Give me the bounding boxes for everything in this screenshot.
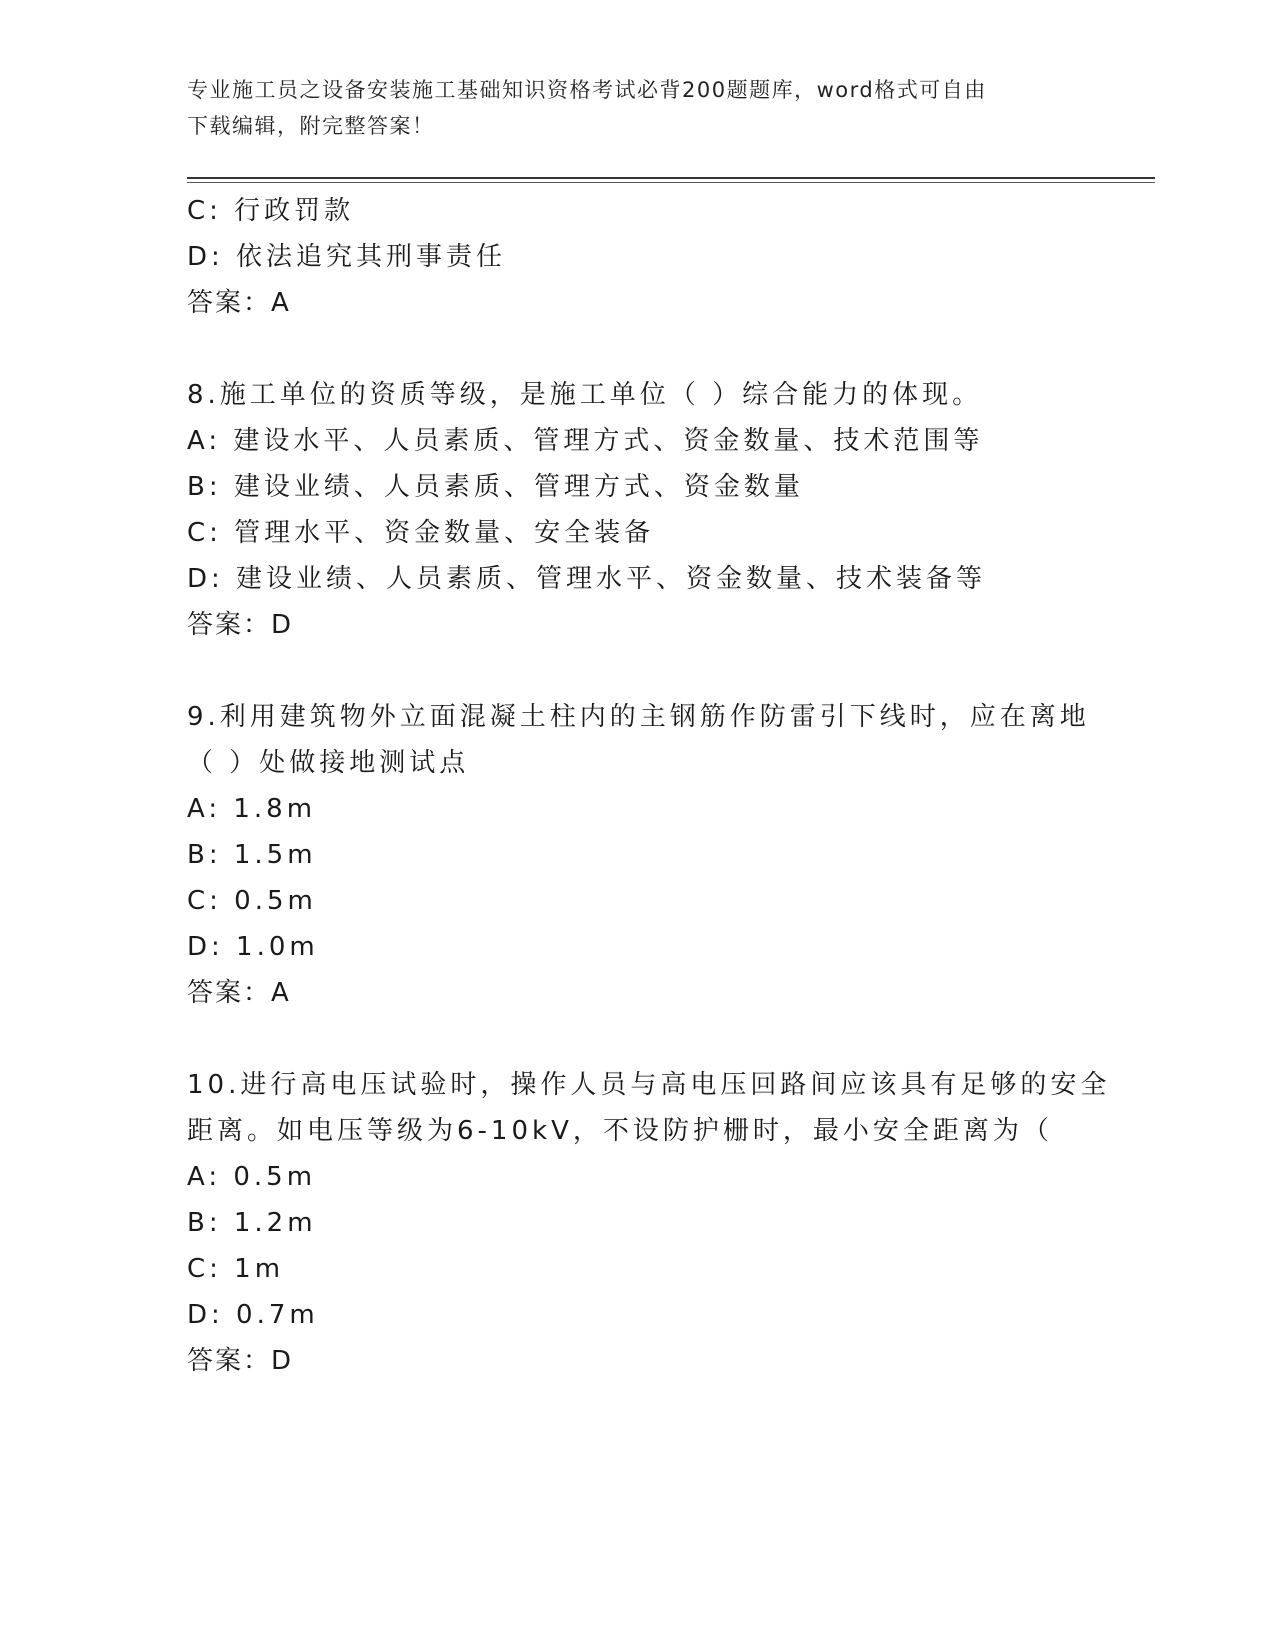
question-7-remainder [187,188,1087,326]
option-d: D: 0.7m [187,1300,319,1330]
question-stem: 8.施工单位的资质等级，是施工单位（ ）综合能力的体现。 [187,380,983,410]
option-a: A: 建设水平、人员素质、管理方式、资金数量、技术范围等 [187,426,984,456]
option-a: A: 0.5m [187,1162,317,1192]
option-b: B: 建设业绩、人员素质、管理方式、资金数量 [187,472,804,502]
answer: 答案：D [187,610,294,640]
option-c: C: 1m [187,1254,285,1284]
question-stem-line-2: 距离。如电压等级为6-10kV，不设防护栅时，最小安全距离为（ [187,1116,1053,1146]
answer: 答案：A [187,288,291,318]
option-b: B: 1.2m [187,1208,317,1238]
spacer [187,648,1087,694]
question-stem-line-2: （ ）处做接地测试点 [187,748,470,778]
document-header [187,72,1087,144]
header-line-2: 下载编辑，附完整答案！ [187,114,435,138]
option-c: C: 行政罚款 [187,196,355,226]
header-divider-thick [187,177,1155,179]
question-9 [187,694,1090,1016]
spacer [187,326,1087,372]
option-c: C: 0.5m [187,886,317,916]
header-divider-thin [187,182,1155,183]
question-10 [187,1062,1111,1384]
answer: 答案：D [187,1346,294,1376]
option-b: B: 1.5m [187,840,317,870]
option-d: D: 1.0m [187,932,319,962]
spacer [187,1016,1087,1062]
option-d: D: 依法追究其刑事责任 [187,242,507,272]
question-8 [187,372,1087,648]
option-c: C: 管理水平、资金数量、安全装备 [187,518,655,548]
question-stem-line-1: 10.进行高电压试验时，操作人员与高电压回路间应该具有足够的安全 [187,1070,1111,1100]
option-d: D: 建设业绩、人员素质、管理水平、资金数量、技术装备等 [187,564,987,594]
option-a: A: 1.8m [187,794,317,824]
header-line-1: 专业施工员之设备安装施工基础知识资格考试必背200题题库，word格式可自由 [187,78,987,102]
answer: 答案：A [187,978,291,1008]
question-stem-line-1: 9.利用建筑物外立面混凝土柱内的主钢筋作防雷引下线时，应在离地 [187,702,1090,732]
question-list [187,188,1111,1384]
